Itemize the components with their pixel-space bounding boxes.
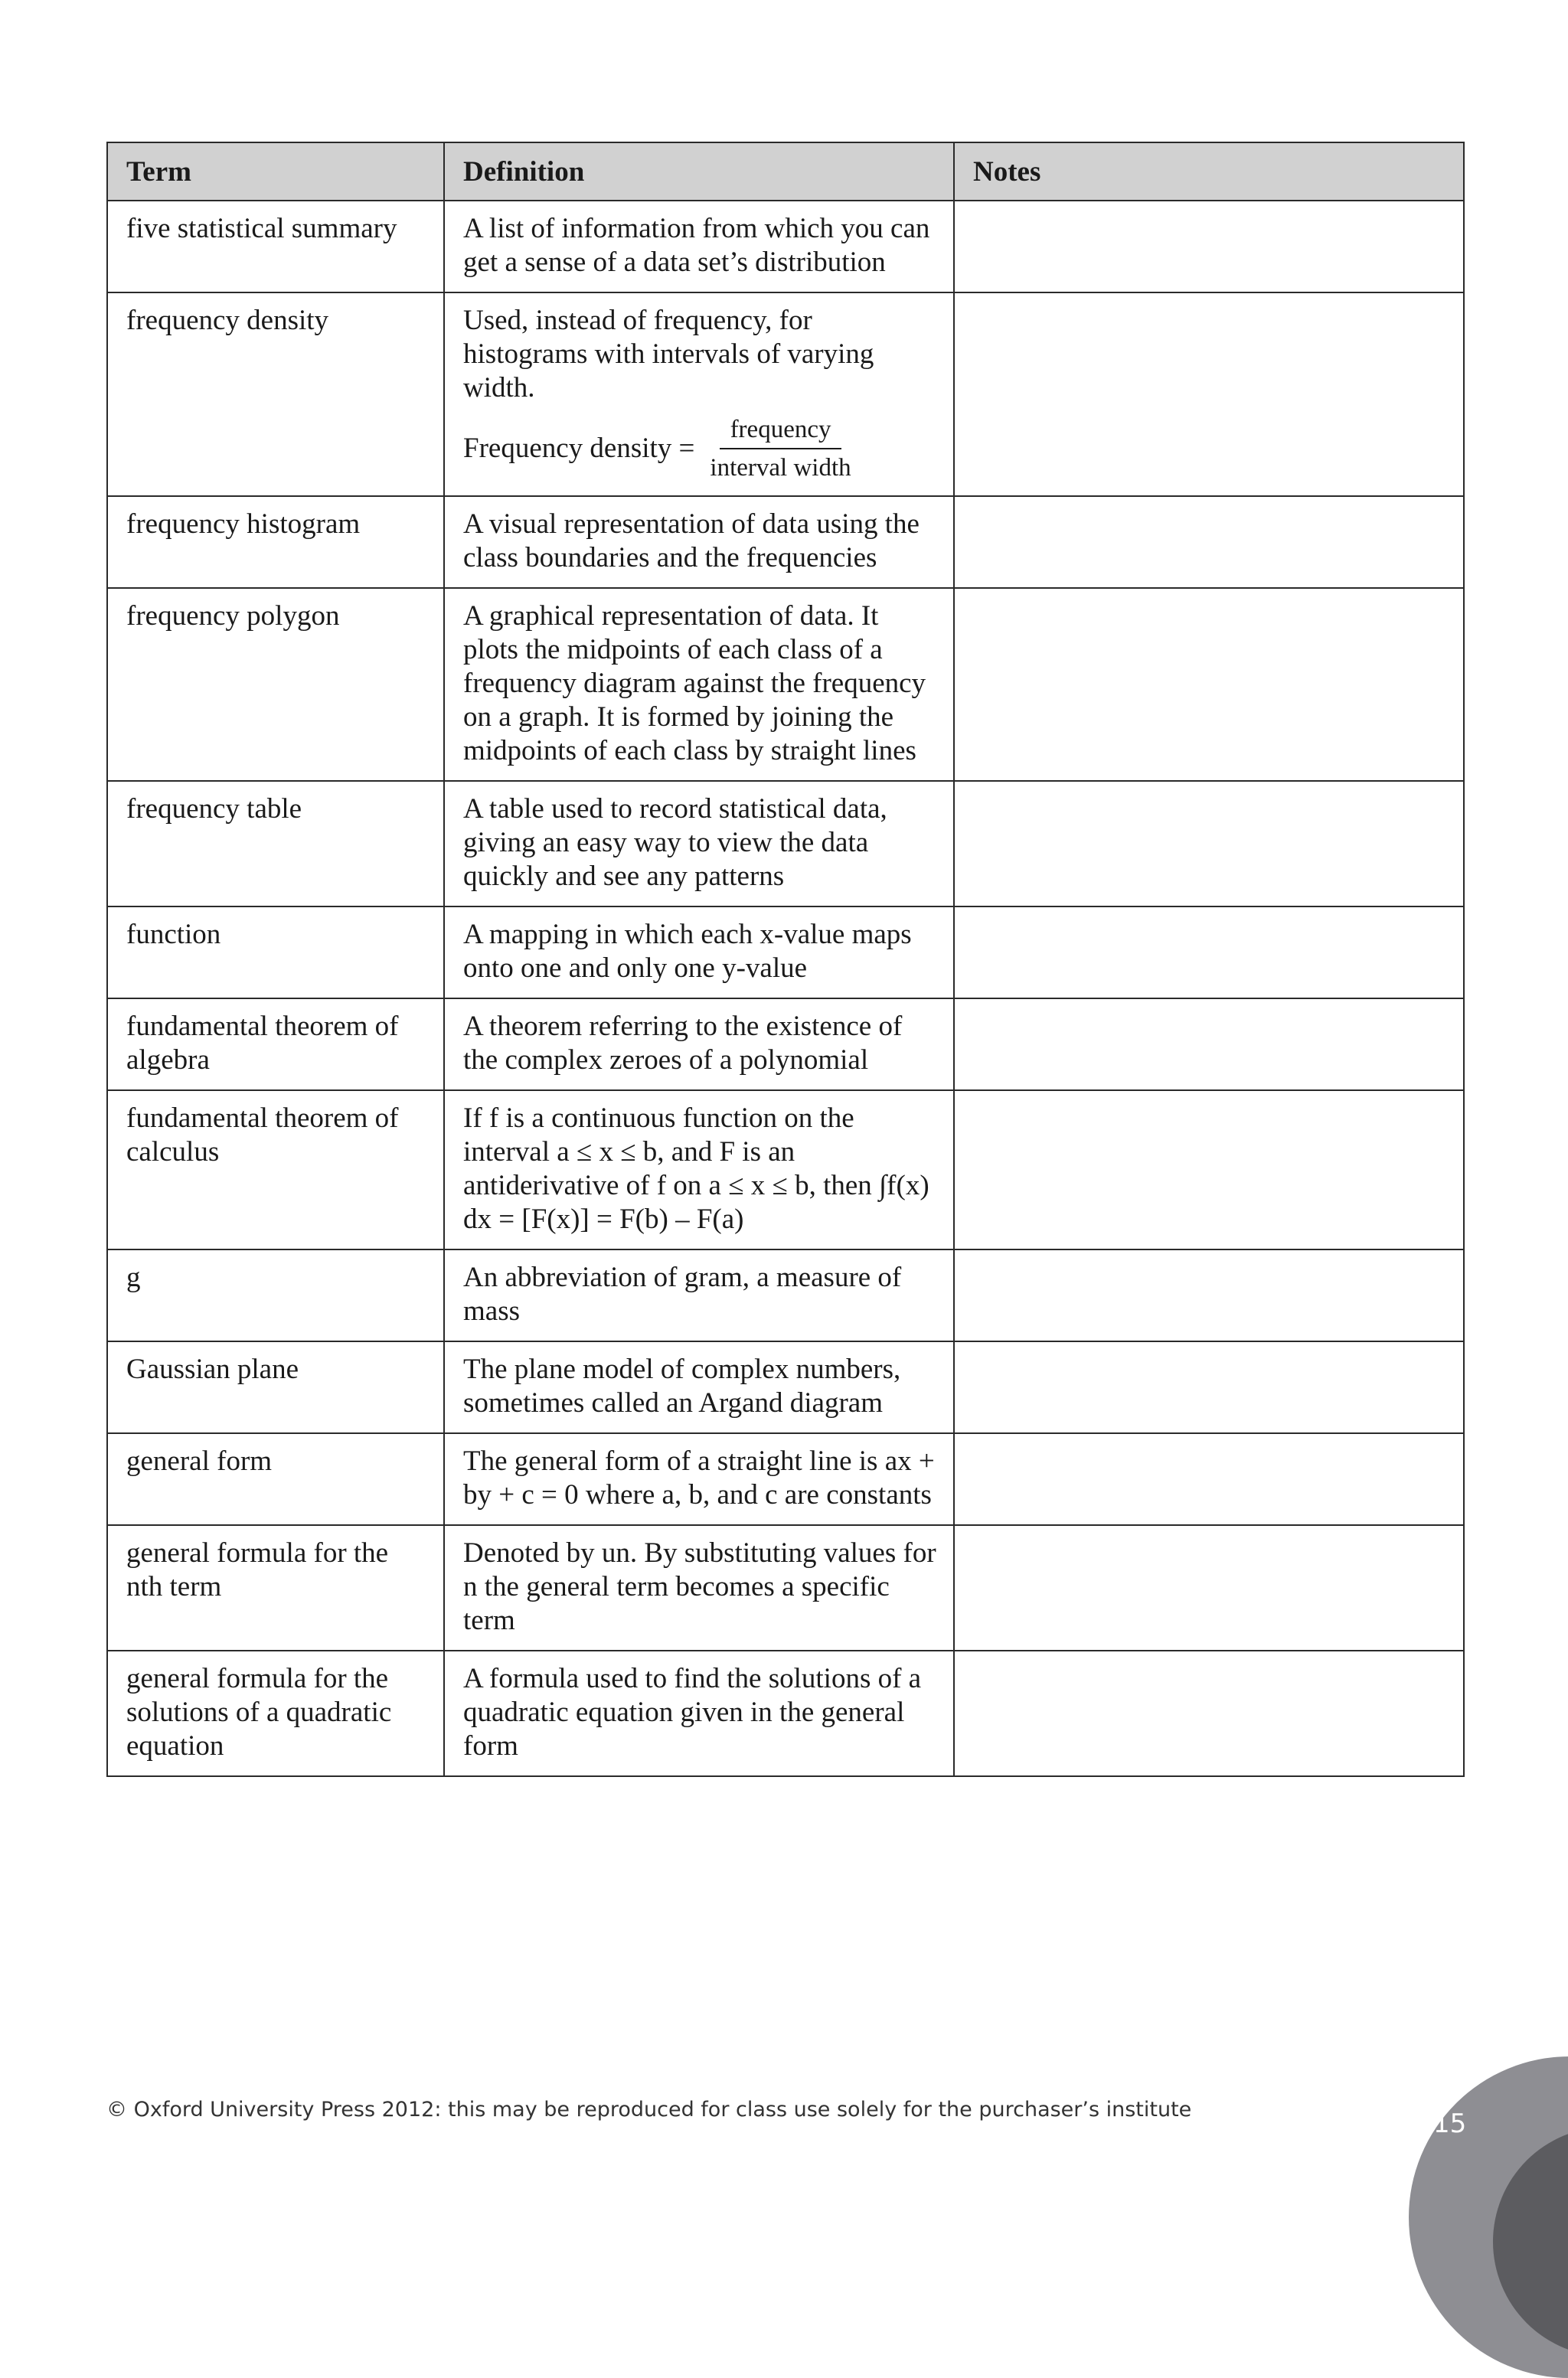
table-row xyxy=(107,906,1464,998)
table-row xyxy=(107,1525,1464,1651)
table-row xyxy=(107,1249,1464,1341)
glossary-table xyxy=(106,142,1465,1777)
definition-cell: Denoted by un. By substituting values for n the general term becomes a specific term xyxy=(444,1525,954,1651)
header-definition: Definition xyxy=(444,142,954,201)
notes-cell xyxy=(954,1090,1464,1249)
definition-cell: The general form of a straight line is ax + by + c = 0 where a, b, and c are constants xyxy=(444,1433,954,1525)
term-cell: fundamental theorem of algebra xyxy=(107,998,444,1090)
formula-label: Frequency density = xyxy=(463,433,695,464)
table-row xyxy=(107,1341,1464,1433)
notes-cell xyxy=(954,1651,1464,1776)
term-cell: general form xyxy=(107,1433,444,1525)
formula-fraction xyxy=(707,414,854,483)
header-row xyxy=(107,142,1464,201)
notes-cell xyxy=(954,1525,1464,1651)
formula-numerator: frequency xyxy=(720,414,842,449)
definition-cell: If f is a continuous function on the interval a ≤ x ≤ b, and F is an antiderivative of f on a ≤ x ≤ b, then ∫f(x) dx = [F(x)] = F(b) – F(a) xyxy=(444,1090,954,1249)
definition-cell: A list of information from which you can get a sense of a data set’s distribution xyxy=(444,201,954,292)
notes-cell xyxy=(954,1341,1464,1433)
notes-cell xyxy=(954,201,1464,292)
table-row xyxy=(107,1433,1464,1525)
page-number: 15 xyxy=(1433,2109,1467,2139)
table-row xyxy=(107,201,1464,292)
table-row xyxy=(107,588,1464,781)
definition-cell: A mapping in which each x-value maps onto one and only one y-value xyxy=(444,906,954,998)
notes-cell xyxy=(954,998,1464,1090)
definition-cell: The plane model of complex numbers, sometimes called an Argand diagram xyxy=(444,1341,954,1433)
notes-cell xyxy=(954,781,1464,906)
definition-text: Used, instead of frequency, for histograms with intervals of varying width. xyxy=(463,305,874,403)
term-cell: frequency histogram xyxy=(107,496,444,588)
frequency-density-formula xyxy=(463,414,936,483)
table-row xyxy=(107,1090,1464,1249)
term-cell: five statistical summary xyxy=(107,201,444,292)
notes-cell xyxy=(954,292,1464,496)
definition-cell: A graphical representation of data. It plots the midpoints of each class of a frequency diagram against the frequency on a graph. It is formed by joining the midpoints of each class by straight lines xyxy=(444,588,954,781)
term-cell: general formula for the solutions of a quadratic equation xyxy=(107,1651,444,1776)
term-cell: frequency polygon xyxy=(107,588,444,781)
term-cell: general formula for the nth term xyxy=(107,1525,444,1651)
table-row xyxy=(107,781,1464,906)
table-row xyxy=(107,496,1464,588)
table-row xyxy=(107,998,1464,1090)
term-cell: function xyxy=(107,906,444,998)
definition-cell xyxy=(444,292,954,496)
table-row xyxy=(107,292,1464,496)
table-row xyxy=(107,1651,1464,1776)
term-cell: frequency density xyxy=(107,292,444,496)
definition-cell: A theorem referring to the existence of the complex zeroes of a polynomial xyxy=(444,998,954,1090)
definition-cell: A table used to record statistical data, giving an easy way to view the data quickly and see any patterns xyxy=(444,781,954,906)
term-cell: Gaussian plane xyxy=(107,1341,444,1433)
notes-cell xyxy=(954,1249,1464,1341)
term-cell: frequency table xyxy=(107,781,444,906)
notes-cell xyxy=(954,1433,1464,1525)
notes-cell xyxy=(954,496,1464,588)
header-term: Term xyxy=(107,142,444,201)
header-notes: Notes xyxy=(954,142,1464,201)
definition-cell: A formula used to find the solutions of a quadratic equation given in the general form xyxy=(444,1651,954,1776)
notes-cell xyxy=(954,906,1464,998)
term-cell: g xyxy=(107,1249,444,1341)
term-cell: fundamental theorem of calculus xyxy=(107,1090,444,1249)
notes-cell xyxy=(954,588,1464,781)
definition-cell: A visual representation of data using the class boundaries and the frequencies xyxy=(444,496,954,588)
definition-cell: An abbreviation of gram, a measure of mass xyxy=(444,1249,954,1341)
copyright-footer: © Oxford University Press 2012: this may be reproduced for class use solely for the purchaser’s institute xyxy=(106,2098,1192,2122)
formula-denominator: interval width xyxy=(710,454,851,482)
